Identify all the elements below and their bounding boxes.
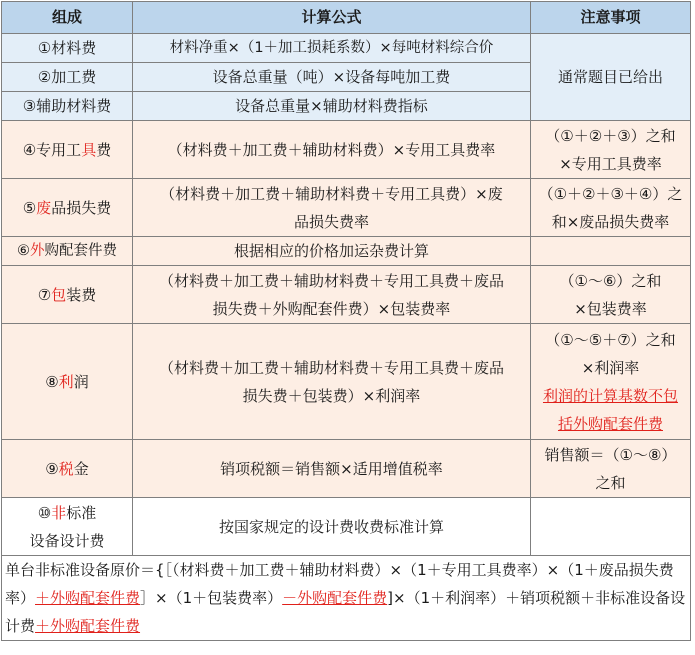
note-cell: 销售额＝（①～⑧） 之和 bbox=[530, 440, 690, 498]
formula-cell: （材料费＋加工费＋辅助材料费＋专用工具费＋废品 损失费＋包装费）×利润率 bbox=[132, 324, 530, 440]
total-highlight-1: ＋外购配套件费 bbox=[35, 589, 141, 607]
table-row-material bbox=[2, 34, 691, 63]
component-cell: ③辅助材料费 bbox=[2, 92, 133, 121]
equipment-cost-table bbox=[1, 1, 691, 641]
note-cell-given: 通常题目已给出 bbox=[530, 34, 690, 121]
formula-cell: （材料费＋加工费＋辅助材料费＋专用工具费）×废 品损失费率 bbox=[132, 179, 530, 237]
note-cell: （①～⑥）之和 ×包装费率 bbox=[530, 266, 690, 324]
note-cell bbox=[530, 498, 690, 556]
total-formula-row bbox=[2, 556, 691, 641]
formula-cell: 销项税额＝销售额×适用增值税率 bbox=[132, 440, 530, 498]
table-row-design bbox=[2, 498, 691, 556]
component-cell: ①材料费 bbox=[2, 34, 133, 63]
formula-cell: 材料净重×（1＋加工损耗系数）×每吨材料综合价 bbox=[132, 34, 530, 63]
formula-cell: （材料费＋加工费＋辅助材料费）×专用工具费率 bbox=[132, 121, 530, 179]
component-cell: ⑨税金 bbox=[2, 440, 133, 498]
table-row-scrap-loss bbox=[2, 179, 691, 237]
total-highlight-3: ＋外购配套件费 bbox=[35, 617, 141, 635]
note-cell: （①～⑤＋⑦）之和 ×利润率 利润的计算基数不包 括外购配套件费 bbox=[530, 324, 690, 440]
total-highlight-2: －外购配套件费 bbox=[282, 589, 388, 607]
table-row-special-tools bbox=[2, 121, 691, 179]
table-row-packaging bbox=[2, 266, 691, 324]
formula-cell: 按国家规定的设计费收费标准计算 bbox=[132, 498, 530, 556]
header-note: 注意事项 bbox=[530, 2, 690, 34]
component-cell: ⑤废品损失费 bbox=[2, 179, 133, 237]
component-cell: ⑩非标准 设备设计费 bbox=[2, 498, 133, 556]
note-cell bbox=[530, 237, 690, 266]
table-row-outsourced bbox=[2, 237, 691, 266]
formula-cell: 根据相应的价格加运杂费计算 bbox=[132, 237, 530, 266]
header-formula: 计算公式 bbox=[132, 2, 530, 34]
component-cell: ⑧利润 bbox=[2, 324, 133, 440]
component-cell: ②加工费 bbox=[2, 63, 133, 92]
formula-cell: 设备总重量（吨）×设备每吨加工费 bbox=[132, 63, 530, 92]
profit-warning-note-cont: 括外购配套件费 bbox=[557, 414, 663, 433]
component-cell: ⑦包装费 bbox=[2, 266, 133, 324]
formula-cell: （材料费＋加工费＋辅助材料费＋专用工具费＋废品 损失费＋外购配套件费）×包装费率 bbox=[132, 266, 530, 324]
formula-cell: 设备总重量×辅助材料费指标 bbox=[132, 92, 530, 121]
component-cell: ④专用工具费 bbox=[2, 121, 133, 179]
header-component: 组成 bbox=[2, 2, 133, 34]
component-cell: ⑥外购配套件费 bbox=[2, 237, 133, 266]
profit-warning-note: 利润的计算基数不包 bbox=[542, 386, 678, 405]
table-row-profit bbox=[2, 324, 691, 440]
note-cell: （①＋②＋③）之和 ×专用工具费率 bbox=[530, 121, 690, 179]
header-row bbox=[2, 2, 691, 34]
note-cell: （①＋②＋③＋④）之 和×废品损失费率 bbox=[530, 179, 690, 237]
table-row-tax bbox=[2, 440, 691, 498]
total-formula: 单台非标准设备原价＝{［（材料费＋加工费＋辅助材料费）×（1＋专用工具费率）×（1＋废品损失费率）＋外购配套件费］×（1＋包装费率）－外购配套件费]×（1＋利润率）＋销项税额＋非标准设备设计费＋外购配套件费 bbox=[2, 556, 691, 641]
